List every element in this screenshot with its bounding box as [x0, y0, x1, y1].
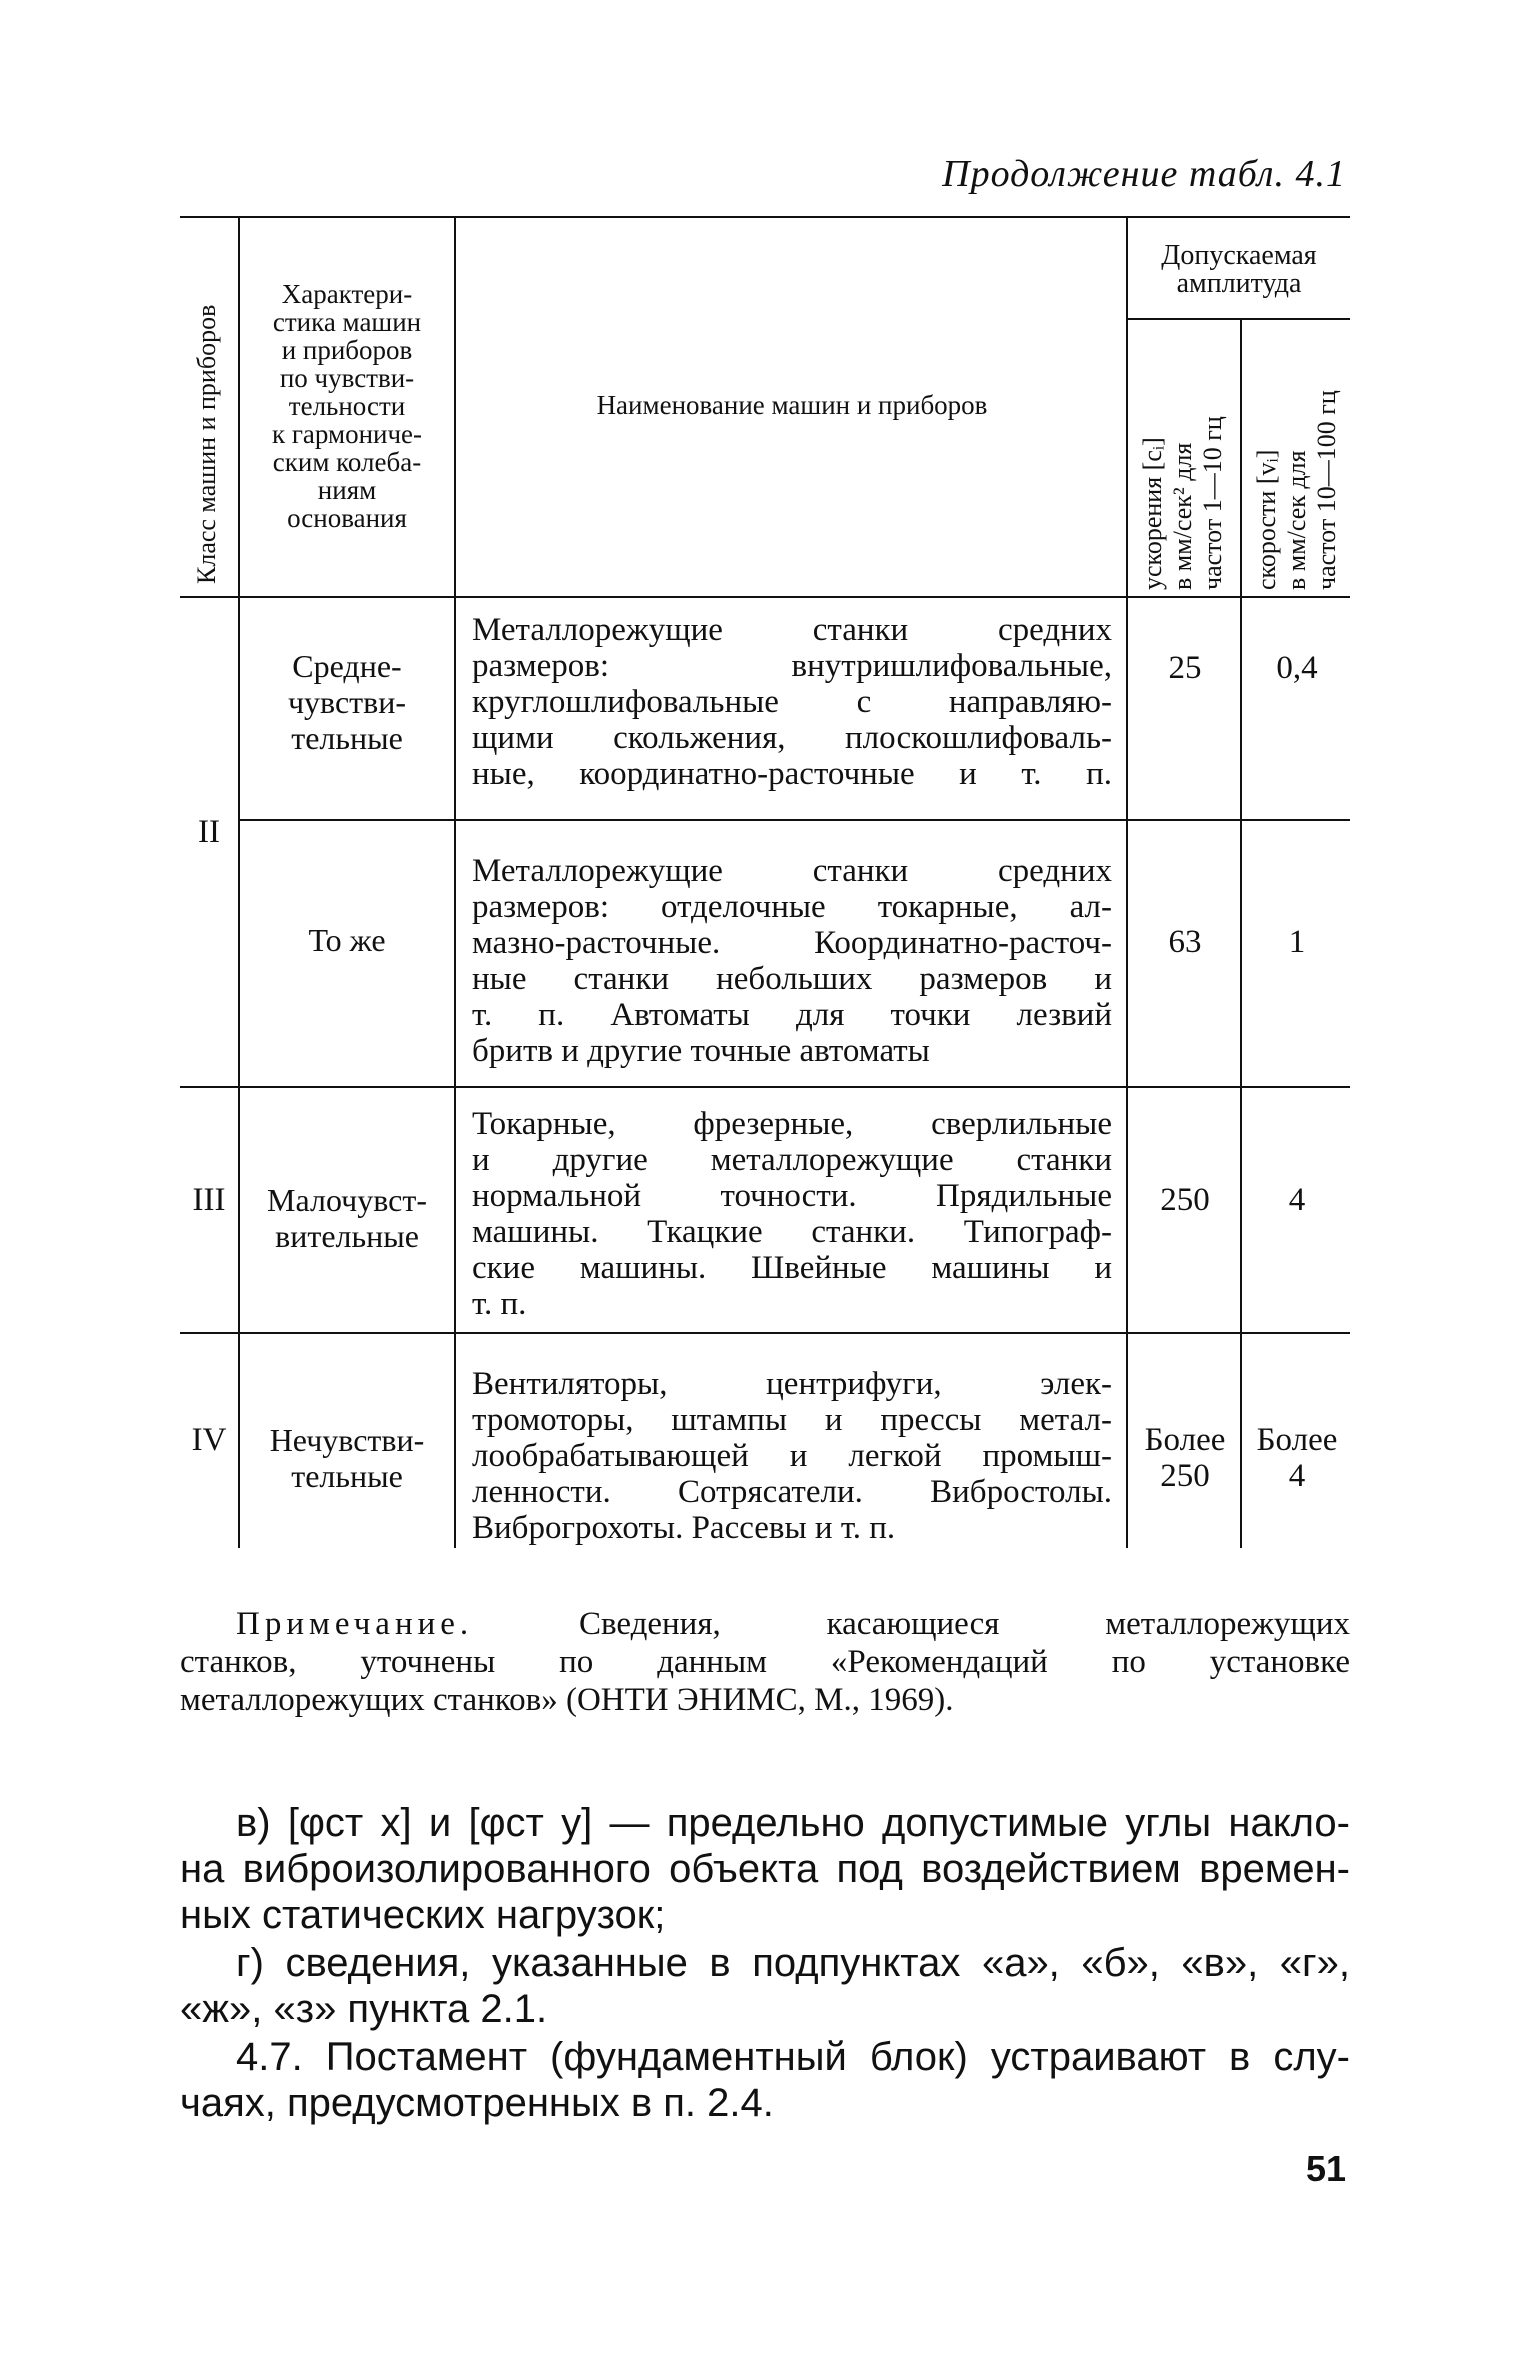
- amplitude-subheader-rule: [1126, 318, 1350, 320]
- header-bottom-rule: [180, 596, 1350, 598]
- row2-characteristic: То же: [308, 922, 386, 958]
- page-number: 51: [1305, 2148, 1346, 2189]
- table-top-rule: [180, 216, 1350, 218]
- row3-characteristic: Малочувст- вительные: [267, 1182, 427, 1254]
- row3-acceleration: 250: [1160, 1182, 1210, 1218]
- header-name: Наименование машин и приборов: [596, 390, 988, 420]
- row1-velocity: 0,4: [1276, 650, 1318, 686]
- header-acceleration: ускорения [cᵢ] в мм/сек² для частот 1—10 гц: [1138, 416, 1227, 590]
- header-amplitude: Допускаемая амплитуда: [1161, 240, 1317, 299]
- header-characteristic: Характери- стика машин и приборов по чувстви- тельности к гармониче- ским колеба- ниям основания: [271, 279, 423, 533]
- row-separator-3: [180, 1332, 1350, 1334]
- header-velocity: скорости [vᵢ] в мм/сек для частот 10—100 гц: [1252, 390, 1341, 590]
- class-IV: IV: [191, 1422, 227, 1458]
- row4-acceleration: Более 250: [1144, 1422, 1226, 1494]
- note-label: Примечание.: [236, 1606, 474, 1642]
- row2-velocity: 1: [1288, 924, 1306, 960]
- col-divider-4: [1240, 318, 1242, 1548]
- row1-characteristic: Средне- чувстви- тельные: [287, 648, 407, 756]
- paragraph-g: г) сведения, указанные в подпунктах «а», «б», «в», «г», «ж», «з» пункта 2.1.: [180, 1941, 1350, 2031]
- row-separator-1: [238, 819, 1350, 821]
- row2-acceleration: 63: [1168, 924, 1202, 960]
- col-divider-1: [238, 216, 240, 1548]
- row-separator-2: [180, 1086, 1350, 1088]
- table-note: Примечание. Сведения, касающиеся металлорежущих станков, уточнены по данным «Рекомендаций по установке металлорежущих станков» (ОНТИ ЭНИМС, М., 1969).: [180, 1606, 1350, 1718]
- row2-name: Металлорежущие станки средних размеров: отделочные токарные, ал- мазно-расточные. Координатно-расточ- ные станки небольших размеров и т. п. Автоматы для точки лезвий бритв и другие точные автоматы: [472, 853, 1112, 1069]
- continuation-title: Продолжение табл. 4.1: [942, 153, 1346, 195]
- header-class: Класс машин и приборов: [192, 304, 221, 584]
- paragraph-4-7: 4.7. Постамент (фундаментный блок) устраивают в слу- чаях, предусмотренных в п. 2.4.: [180, 2035, 1350, 2125]
- row4-velocity: Более 4: [1256, 1422, 1338, 1494]
- class-II: II: [198, 814, 220, 850]
- class-III: III: [192, 1182, 226, 1218]
- paragraph-v: в) [φст x] и [φст y] — предельно допустимые углы накло- на виброизолированного объекта под воздействием времен- ных статических нагрузок;: [180, 1801, 1350, 1937]
- col-divider-3: [1126, 216, 1128, 1548]
- row3-name: Токарные, фрезерные, сверлильные и другие металлорежущие станки нормальной точности. Прядильные машины. Ткацкие станки. Типограф- ские машины. Швейные машины и т. п.: [472, 1106, 1112, 1322]
- row4-characteristic: Нечувстви- тельные: [269, 1422, 425, 1494]
- row3-velocity: 4: [1288, 1182, 1306, 1218]
- row4-name: Вентиляторы, центрифуги, элек- тромоторы, штампы и прессы метал- лообрабатывающей и легкой промыш- ленности. Сотрясатели. Вибростолы. Виброгрохоты. Рассевы и т. п.: [472, 1366, 1112, 1546]
- row1-acceleration: 25: [1168, 650, 1202, 686]
- col-divider-2: [454, 216, 456, 1548]
- row1-name: Металлорежущие станки средних размеров: внутришлифовальные, круглошлифовальные с направляю- щими скольжения, плоскошлифоваль- ные, координатно-расточные и т. п.: [472, 612, 1112, 792]
